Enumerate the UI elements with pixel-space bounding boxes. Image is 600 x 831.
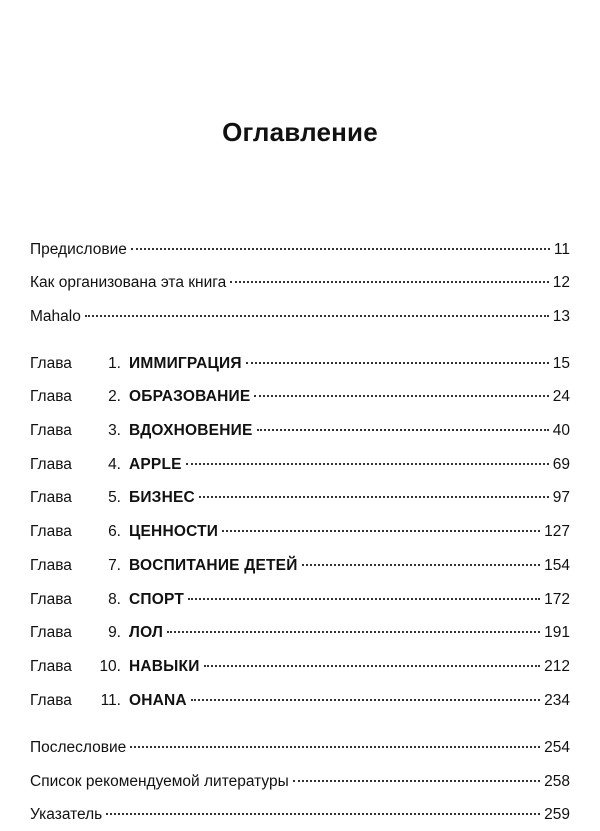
entry-label: Послесловие <box>30 739 127 756</box>
toc-entry-chapter-11[interactable] <box>30 690 570 712</box>
dot-leader <box>293 780 540 782</box>
dot-leader <box>246 362 549 364</box>
chapter-word: Глава <box>30 692 72 709</box>
chapter-number: 9. <box>108 624 121 641</box>
chapter-number: 2. <box>108 388 121 405</box>
toc-entry-chapter-5[interactable] <box>30 487 570 509</box>
entry-page-number: 24 <box>552 388 570 405</box>
dot-leader <box>131 248 550 250</box>
dot-leader <box>230 281 549 283</box>
toc-entry-reading-list[interactable] <box>30 771 570 793</box>
chapter-word: Глава <box>30 624 72 641</box>
chapter-word: Глава <box>30 658 72 675</box>
entry-label: Список рекомендуемой литературы <box>30 773 289 790</box>
dot-leader <box>167 631 540 633</box>
entry-page-number: 191 <box>544 624 570 641</box>
chapter-title: ЦЕННОСТИ <box>129 523 219 540</box>
chapter-number: 6. <box>108 523 121 540</box>
chapter-title: БИЗНЕС <box>129 489 195 506</box>
chapter-number: 8. <box>108 591 121 608</box>
dot-leader <box>188 598 540 600</box>
toc-entry-afterword[interactable] <box>30 737 570 759</box>
toc-entry-chapter-6[interactable] <box>30 521 570 543</box>
chapter-word: Глава <box>30 388 72 405</box>
dot-leader <box>257 429 549 431</box>
entry-page-number: 234 <box>544 692 570 709</box>
toc-entry-chapter-1[interactable] <box>30 353 570 375</box>
entry-page-number: 259 <box>544 806 570 823</box>
dot-leader <box>222 530 540 532</box>
chapter-number: 4. <box>108 456 121 473</box>
entry-page-number: 258 <box>544 773 570 790</box>
chapter-word: Глава <box>30 456 72 473</box>
chapter-title: НАВЫКИ <box>129 658 200 675</box>
entry-page-number: 40 <box>552 422 570 439</box>
dot-leader <box>254 395 548 397</box>
dot-leader <box>106 813 540 815</box>
toc-entry-index[interactable] <box>30 804 570 826</box>
chapter-word: Глава <box>30 523 72 540</box>
entry-label: Mahalo <box>30 308 81 325</box>
entry-page-number: 154 <box>544 557 570 574</box>
chapter-title: ВОСПИТАНИЕ ДЕТЕЙ <box>129 557 298 574</box>
toc-entry-chapter-10[interactable] <box>30 656 570 678</box>
toc-entry-chapter-3[interactable] <box>30 420 570 442</box>
entry-page-number: 69 <box>552 456 570 473</box>
dot-leader <box>191 699 540 701</box>
chapter-title: ВДОХНОВЕНИЕ <box>129 422 253 439</box>
page-title: Оглавление <box>222 117 378 147</box>
entry-page-number: 97 <box>552 489 570 506</box>
dot-leader <box>130 746 540 748</box>
chapter-number: 11. <box>100 692 121 709</box>
chapter-number: 7. <box>108 557 121 574</box>
dot-leader <box>186 463 549 465</box>
dot-leader <box>302 564 541 566</box>
toc-entry-chapter-2[interactable] <box>30 386 570 408</box>
toc-entry-chapter-9[interactable] <box>30 622 570 644</box>
toc-entry-mahalo[interactable] <box>30 306 570 328</box>
entry-page-number: 212 <box>544 658 570 675</box>
entry-page-number: 13 <box>552 308 570 325</box>
chapter-number: 1. <box>108 355 121 372</box>
dot-leader <box>204 665 541 667</box>
toc-entry-preface[interactable] <box>30 239 570 261</box>
entry-label: Предисловие <box>30 241 127 258</box>
chapter-title: ЛОЛ <box>129 624 164 641</box>
chapter-number: 3. <box>108 422 121 439</box>
chapter-title: APPLE <box>129 456 182 473</box>
entry-page-number: 172 <box>544 591 570 608</box>
chapter-number: 5. <box>108 489 121 506</box>
entry-label: Указатель <box>30 806 103 823</box>
chapter-word: Глава <box>30 355 72 372</box>
entry-page-number: 15 <box>552 355 570 372</box>
chapter-word: Глава <box>30 557 72 574</box>
toc-entry-chapter-4[interactable] <box>30 454 570 476</box>
dot-leader <box>199 496 549 498</box>
chapter-title: ИММИГРАЦИЯ <box>129 355 242 372</box>
entry-page-number: 11 <box>553 241 570 258</box>
chapter-title: ОБРАЗОВАНИЕ <box>129 388 251 405</box>
chapter-title: СПОРТ <box>129 591 184 608</box>
chapter-word: Глава <box>30 422 72 439</box>
toc-entry-how-organized[interactable] <box>30 272 570 294</box>
chapter-word: Глава <box>30 591 72 608</box>
entry-page-number: 127 <box>544 523 570 540</box>
entry-label: Как организована эта книга <box>30 274 227 291</box>
chapter-number: 10. <box>99 658 121 675</box>
entry-page-number: 12 <box>552 274 570 291</box>
toc-entry-chapter-8[interactable] <box>30 589 570 611</box>
toc-entry-chapter-7[interactable] <box>30 555 570 577</box>
dot-leader <box>85 315 549 317</box>
chapter-title: OHANA <box>129 692 187 709</box>
chapter-word: Глава <box>30 489 72 506</box>
entry-page-number: 254 <box>544 739 570 756</box>
